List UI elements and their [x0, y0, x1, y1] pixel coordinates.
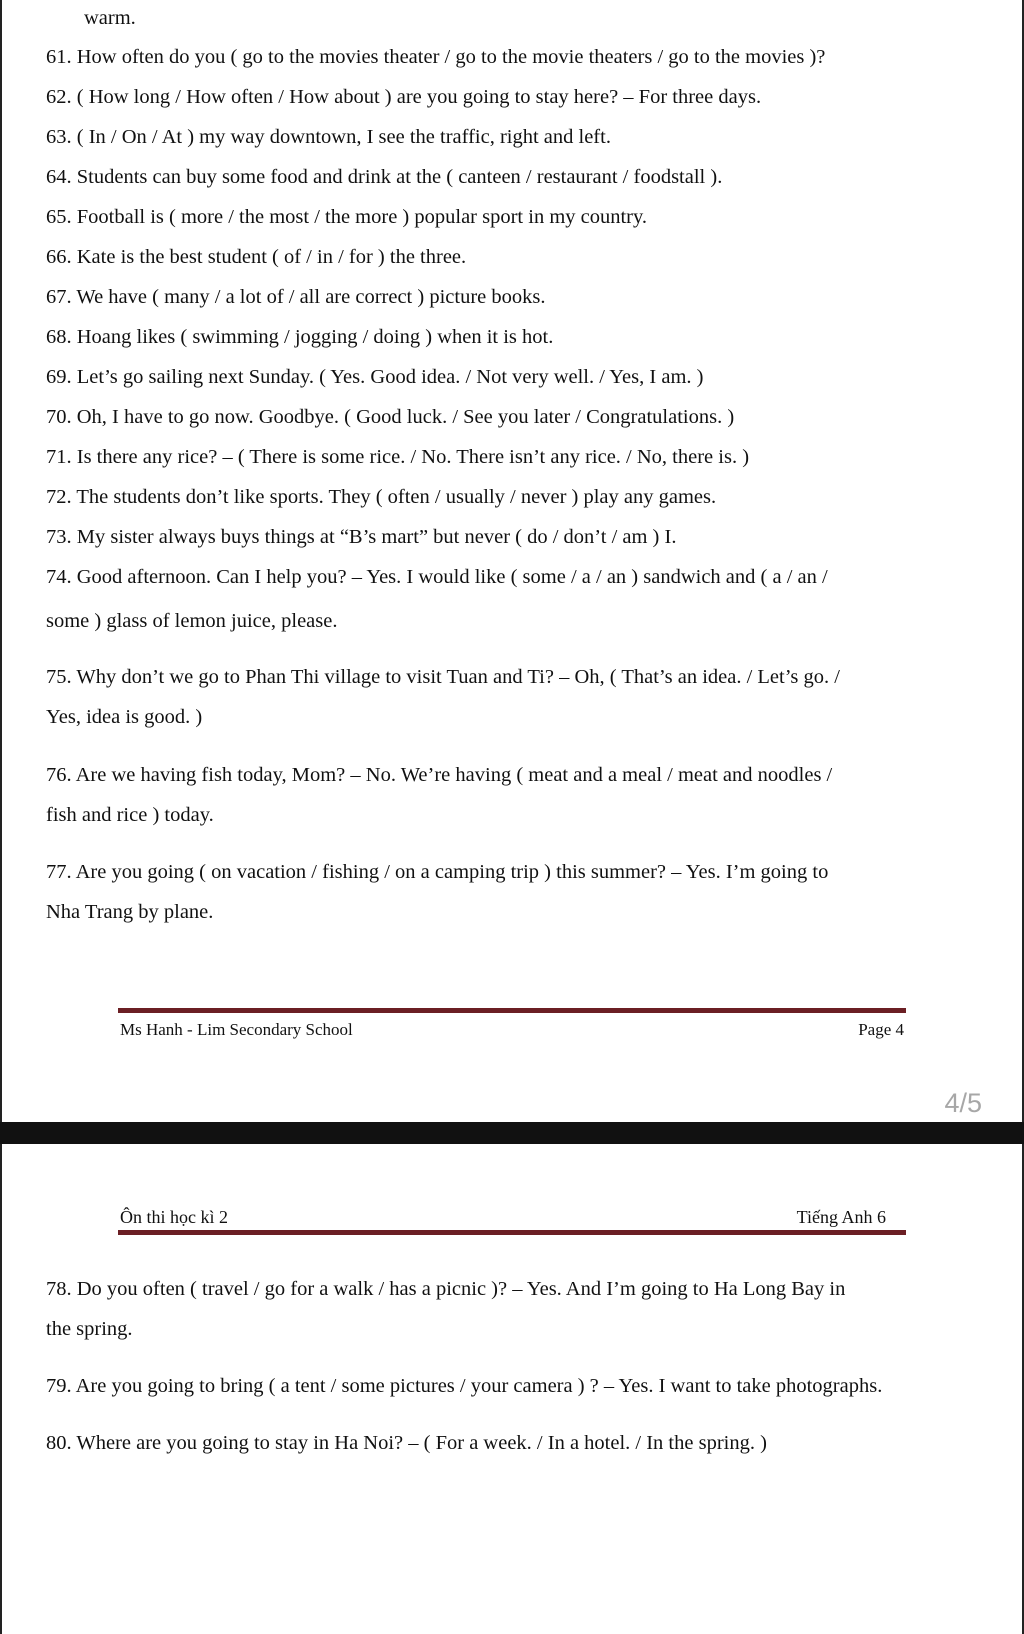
- question-66: 66. Kate is the best student ( of / in / for ) the three.: [46, 246, 467, 268]
- question-67: 67. We have ( many / a lot of / all are correct ) picture books.: [46, 286, 546, 308]
- question-73: 73. My sister always buys things at “B’s mart” but never ( do / don’t / am ) I.: [46, 526, 677, 548]
- question-74-line-1: 74. Good afternoon. Can I help you? – Yes. I would like ( some / a / an ) sandwich and ( a / an /: [46, 566, 828, 588]
- question-71: 71. Is there any rice? – ( There is some rice. / No. There isn’t any rice. / No, there is. ): [46, 446, 750, 468]
- footer-author: Ms Hanh - Lim Secondary School: [120, 1020, 353, 1039]
- question-77-line-2: Nha Trang by plane.: [46, 901, 214, 923]
- page-divider: [0, 1122, 1024, 1144]
- page-edge: [0, 0, 2, 1122]
- question-76-line-1: 76. Are we having fish today, Mom? – No. We’re having ( meat and a meal / meat and noodles /: [46, 764, 833, 786]
- question-62: 62. ( How long / How often / How about ) are you going to stay here? – For three days.: [46, 86, 762, 108]
- question-63: 63. ( In / On / At ) my way downtown, I see the traffic, right and left.: [46, 126, 611, 148]
- question-70: 70. Oh, I have to go now. Goodbye. ( Good luck. / See you later / Congratulations. ): [46, 406, 735, 428]
- question-72: 72. The students don’t like sports. They ( often / usually / never ) play any games.: [46, 486, 717, 508]
- header-title: Ôn thi học kì 2: [120, 1207, 228, 1227]
- question-79: 79. Are you going to bring ( a tent / some pictures / your camera ) ? – Yes. I want to take photographs.: [46, 1375, 883, 1397]
- question-65: 65. Football is ( more / the most / the more ) popular sport in my country.: [46, 206, 648, 228]
- question-64: 64. Students can buy some food and drink at the ( canteen / restaurant / foodstall ).: [46, 166, 723, 188]
- question-78-line-1: 78. Do you often ( travel / go for a walk / has a picnic )? – Yes. And I’m going to Ha Long Bay in: [46, 1278, 846, 1300]
- question-75-line-1: 75. Why don’t we go to Phan Thi village to visit Tuan and Ti? – Oh, ( That’s an idea. / Let’s go. /: [46, 666, 840, 688]
- question-80: 80. Where are you going to stay in Ha Noi? – ( For a week. / In a hotel. / In the spring. ): [46, 1432, 767, 1454]
- footer-page-number: Page 4: [858, 1020, 904, 1039]
- page-edge: [0, 1144, 2, 1634]
- question-74-line-2: some ) glass of lemon juice, please.: [46, 610, 338, 632]
- header-rule: [118, 1230, 906, 1235]
- question-69: 69. Let’s go sailing next Sunday. ( Yes. Good idea. / Not very well. / Yes, I am. ): [46, 366, 704, 388]
- question-76-line-2: fish and rice ) today.: [46, 804, 214, 826]
- question-61: 61. How often do you ( go to the movies theater / go to the movie theaters / go to the movies )?: [46, 46, 826, 68]
- footer-rule: [118, 1008, 906, 1013]
- question-75-line-2: Yes, idea is good. ): [46, 706, 203, 728]
- carry-over-text: warm.: [84, 7, 136, 29]
- question-68: 68. Hoang likes ( swimming / jogging / doing ) when it is hot.: [46, 326, 554, 348]
- document-page-5: [0, 1144, 1024, 1634]
- header-subject: Tiếng Anh 6: [796, 1207, 886, 1227]
- question-77-line-1: 77. Are you going ( on vacation / fishing / on a camping trip ) this summer? – Yes. I’m going to: [46, 861, 829, 883]
- question-78-line-2: the spring.: [46, 1318, 133, 1340]
- page-counter: 4/5: [944, 1088, 982, 1118]
